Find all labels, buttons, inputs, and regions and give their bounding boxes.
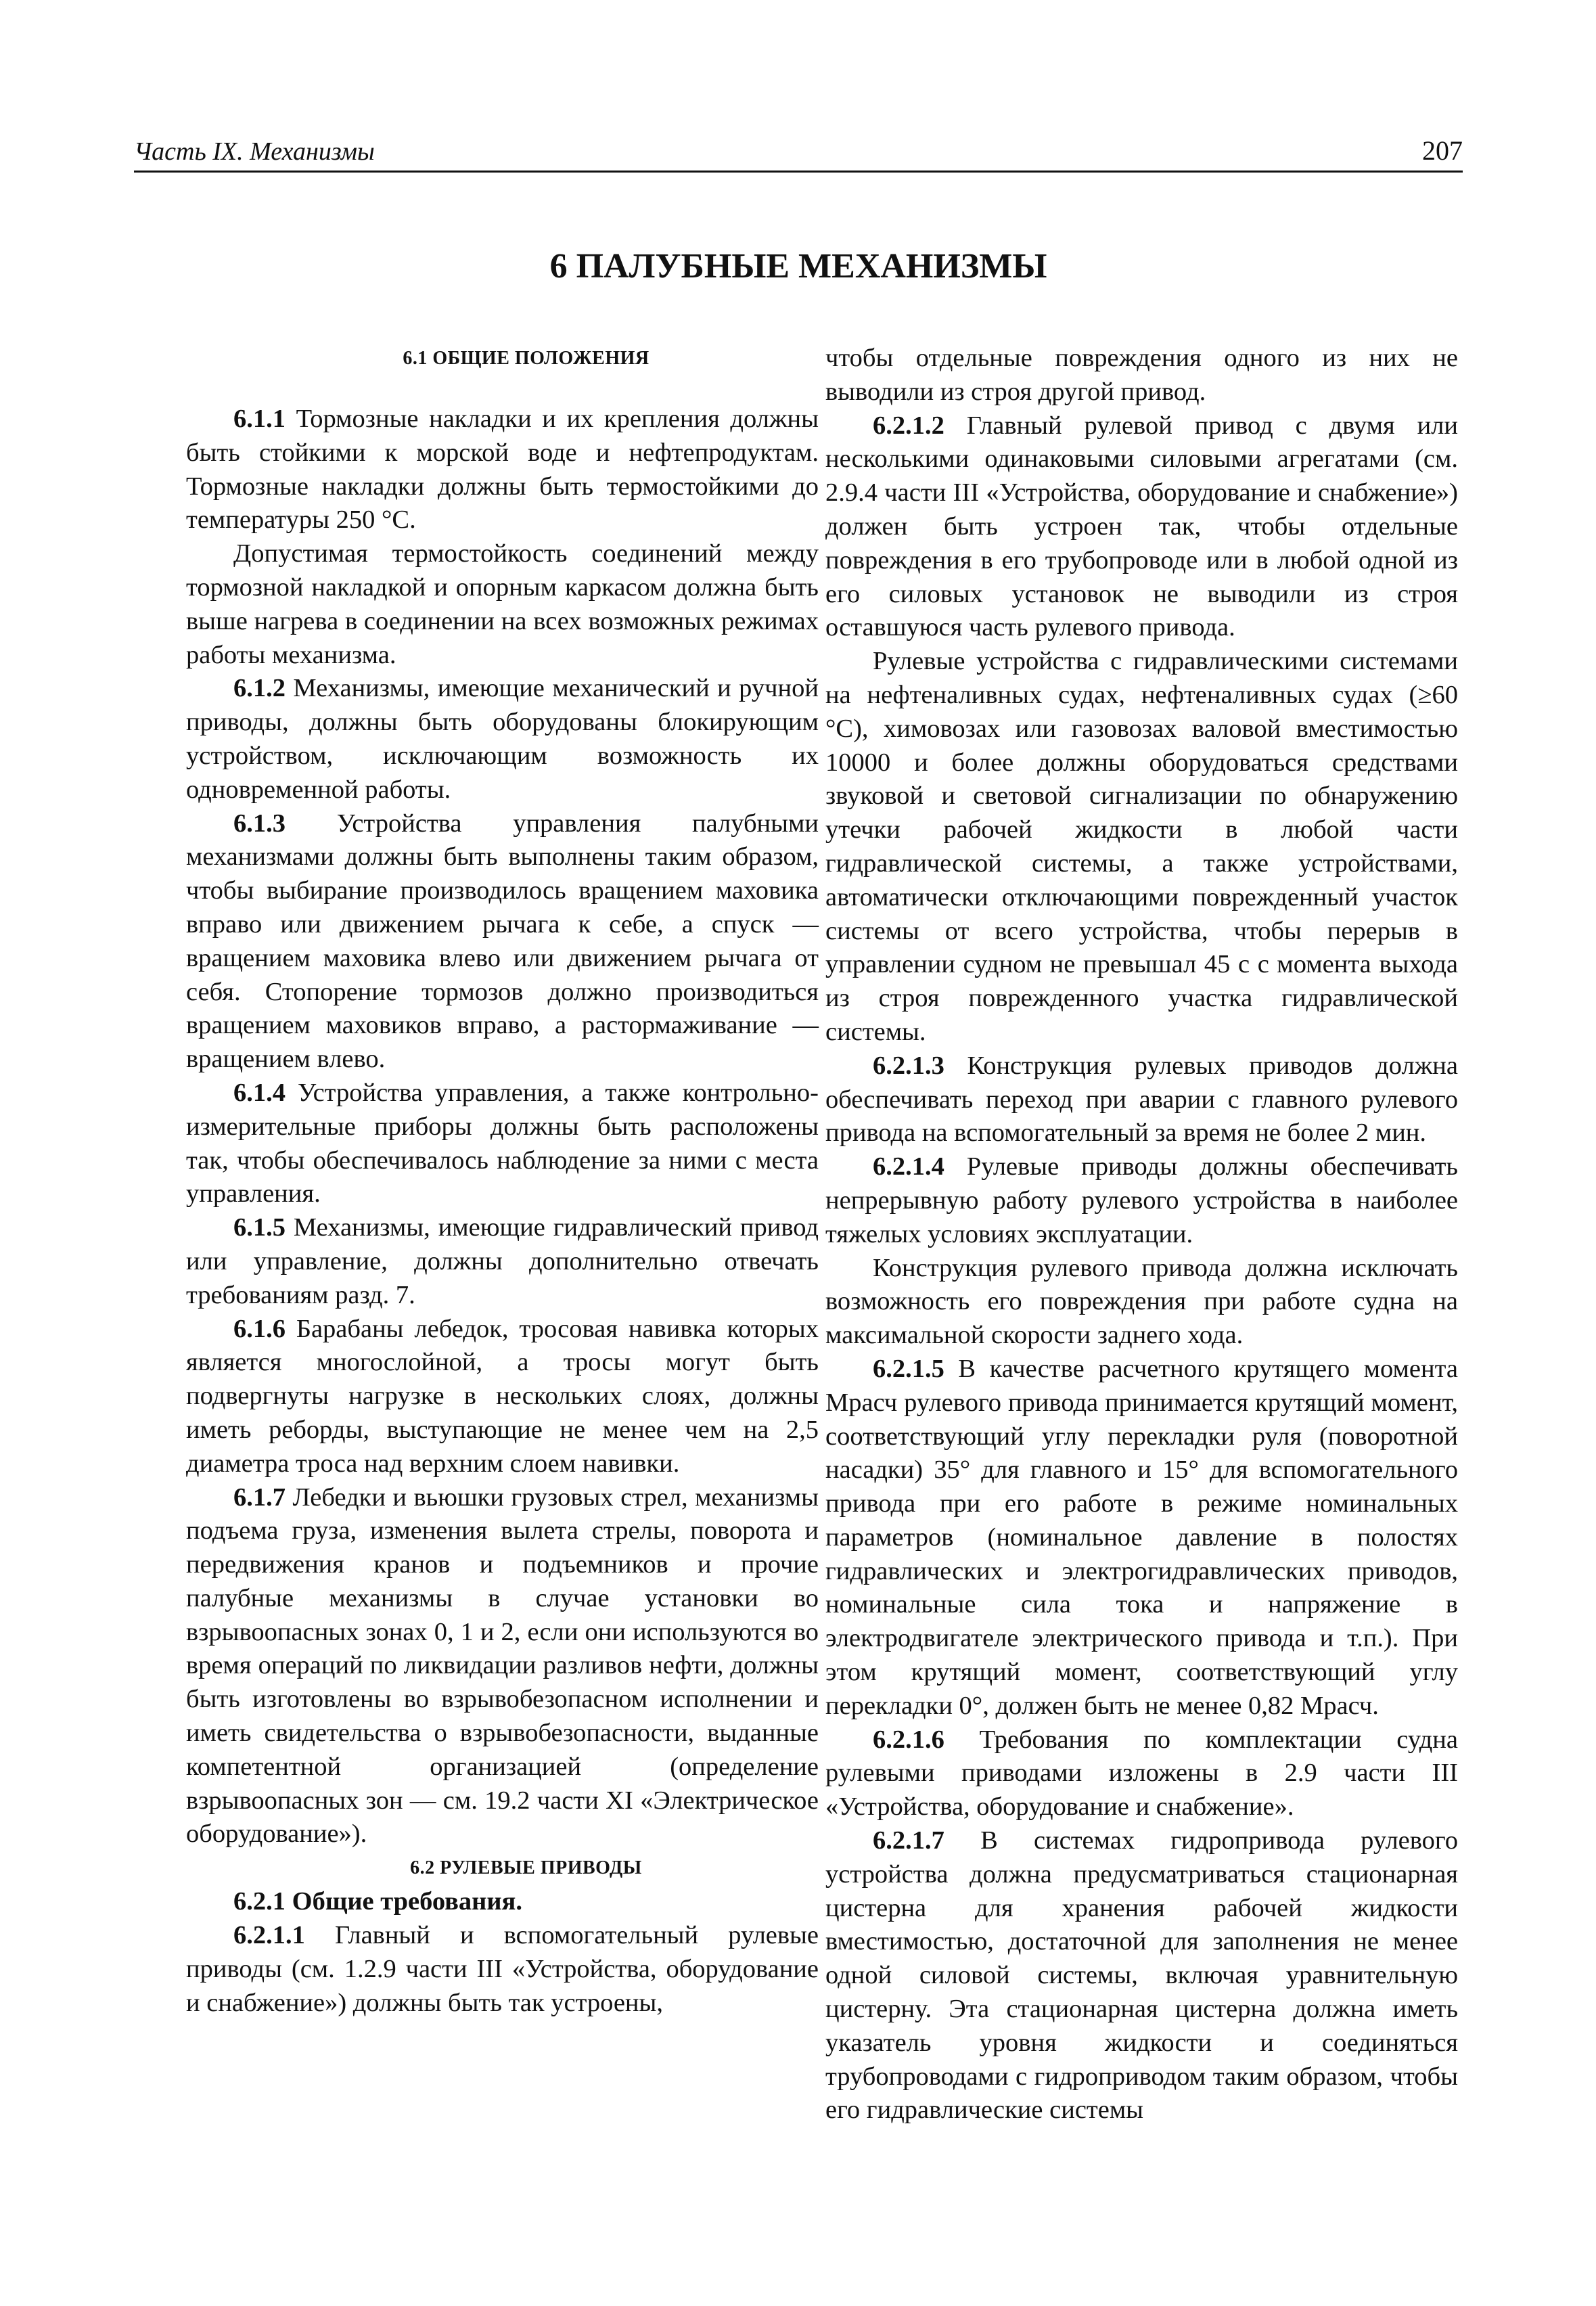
clause-text: Механизмы, имеющие механический и ручной приводы, должны быть оборудованы блокирующим устройством, исключающим возможность их одновременной работы. bbox=[186, 674, 819, 804]
paragraph-6-2-1-1-cont: чтобы отдельные повреждения одного из них не выводили из строя другой привод. bbox=[825, 344, 1458, 406]
clause-number: 6.1.6 bbox=[233, 1314, 286, 1343]
clause-text: Рулевые приводы должны обеспечивать непрерывную работу рулевого устройства в наиболее тяжелых условиях эксплуатации. bbox=[825, 1152, 1458, 1248]
paragraph-6-2-1-4-cont: Конструкция рулевого привода должна исключать возможность его повреждения при работе судна на максимальной скорости заднего хода. bbox=[825, 1253, 1458, 1350]
clause-text: Требования по комплектации судна рулевыми приводами изложены в 2.9 части III «Устройства, оборудование и снабжение». bbox=[825, 1725, 1458, 1822]
clause-number: 6.1.3 bbox=[233, 809, 286, 838]
clause-number: 6.2.1.2 bbox=[873, 411, 944, 440]
clause-text: Устройства управления палубными механизмами должны быть выполнены таким образом, чтобы выбирание производилось вращением маховика вправо или движением рычага к себе, а спуск — вращением маховика влево или движением рычага от себя. Стопорение тормозов должно производиться вращением маховиков вправо, а растормаживание — вращением влево. bbox=[186, 809, 819, 1074]
paragraph-6-2-1-2 bbox=[825, 409, 1458, 646]
paragraph-6-1-4 bbox=[186, 1077, 819, 1211]
clause-number: 6.2.1.4 bbox=[873, 1152, 944, 1181]
clause-text: Лебедки и вьюшки грузовых стрел, механизмы подъема груза, изменения вылета стрелы, поворота и передвижения кранов и подъемников и прочие палубные механизмы в случае установки во взрывоопасных зонах 0, 1 и 2, если они используются во время операций по ликвидации разливов нефти, должны быть изготовлены во взрывобезопасном исполнении и иметь свидетельства о взрывобезопасности, выданные компетентной организацией (определение взрывоопасных зон — см. 19.2 части XI «Электрическое оборудование»). bbox=[186, 1483, 819, 1849]
page-number: 207 bbox=[1422, 135, 1463, 166]
clause-text: Тормозные накладки и их крепления должны быть стойкими к морской воде и нефтепродуктам. Тормозные накладки должны быть термостойкими до температуры 250 °С. bbox=[186, 405, 819, 535]
clause-number: 6.1.4 bbox=[233, 1078, 286, 1107]
paragraph-6-1-1-cont: Допустимая термостойкость соединений между тормозной накладкой и опорным каркасом должна быть выше нагрева в соединении на всех возможных режимах работы механизма. bbox=[186, 539, 819, 669]
paragraph-6-2-1-2-cont: Рулевые устройства с гидравлическими системами на нефтеналивных судах, нефтеналивных судах (≥60 °С), химовозах или газовозах валовой вместимостью 10000 и более должны оборудоваться средствами звуковой и световой сигнализации по обнаружению утечки рабочей жидкости в любой части гидравлической системы, а также устройствами, автоматически отключающими поврежденный участок системы от всего устройства, чтобы перерыв в управлении судном не превышал 45 с с момента выхода из строя поврежденного участка гидравлической системы. bbox=[825, 647, 1458, 1046]
running-title: Часть IX. Механизмы bbox=[134, 137, 375, 166]
clause-text: В качестве расчетного крутящего момента Mрасч рулевого привода принимается крутящий момент, соответствующий углу перекладки руля (поворотной насадки) 35° для главного и 15° для вспомогательного привода при его работе в режиме номинальных параметров (номинальное давление в полостях гидравлических и электрогидравлических приводов, номинальные сила тока и напряжение в электродвигателе электрического привода и т.п.). При этом крутящий момент, соответствующий углу перекладки 0°, должен быть не менее 0,82 Mрасч. bbox=[825, 1354, 1458, 1720]
clause-number: 6.2.1.5 bbox=[873, 1354, 944, 1383]
paragraph-6-1-7 bbox=[186, 1481, 819, 1852]
clause-text: Устройства управления, а также контрольно-измерительные приборы должны быть расположены так, чтобы обеспечивалось наблюдение за ними с места управления. bbox=[186, 1078, 819, 1208]
clause-number: 6.1.2 bbox=[233, 674, 286, 703]
paragraph-6-1-6 bbox=[186, 1313, 819, 1481]
clause-text: Главный рулевой привод с двумя или несколькими одинаковыми силовыми агрегатами (см. 2.9.4 части III «Устройства, оборудование и снабжение») должен быть устроен так, чтобы отдельные повреждения в его трубопроводе или в любой одной из его силовых установок не выводили из строя оставшуюся часть рулевого привода. bbox=[825, 411, 1458, 642]
clause-number: 6.1.1 bbox=[233, 405, 286, 433]
clause-text: Конструкция рулевых приводов должна обеспечивать переход при аварии с главного рулевого привода на вспомогательный за время не более 2 мин. bbox=[825, 1051, 1458, 1148]
paragraph-6-2-1-5 bbox=[825, 1353, 1458, 1723]
paragraph-6-2-1-1 bbox=[186, 1919, 819, 2020]
clause-text: Главный и вспомогательный рулевые приводы (см. 1.2.9 части III «Устройства, оборудование и снабжение») должны быть так устроены, bbox=[186, 1921, 819, 2017]
paragraph-6-1-2 bbox=[186, 672, 819, 807]
clause-number: 6.2.1.7 bbox=[873, 1826, 944, 1855]
clause-text: Барабаны лебедок, тросовая навивка которых является многослойной, а тросы могут быть подвергнуты нагрузке в нескольких слоях, должны иметь реборды, выступающие не менее чем на 2,5 диаметра троса над верхним слоем навивки. bbox=[186, 1314, 819, 1478]
paragraph-6-1-3 bbox=[186, 807, 819, 1077]
section-title-6-2: 6.2 РУЛЕВЫЕ ПРИВОДЫ bbox=[410, 1857, 642, 1879]
section-title-6-1: 6.1 ОБЩИЕ ПОЛОЖЕНИЯ bbox=[403, 348, 649, 369]
paragraph-6-1-5 bbox=[186, 1211, 819, 1312]
clause-number: 6.2.1.6 bbox=[873, 1725, 944, 1754]
paragraph-6-2-1-7 bbox=[825, 1824, 1458, 2127]
left-column bbox=[186, 342, 819, 2020]
paragraph-6-1-1 bbox=[186, 403, 819, 537]
clause-number: 6.2.1.1 bbox=[233, 1921, 305, 1950]
clause-number: 6.1.7 bbox=[233, 1483, 286, 1512]
running-header bbox=[134, 133, 1463, 173]
paragraph-6-2-1-3 bbox=[825, 1049, 1458, 1150]
paragraph-6-2-1-6 bbox=[825, 1723, 1458, 1824]
clause-number: 6.1.5 bbox=[233, 1213, 286, 1242]
clause-text: В системах гидропривода рулевого устройства должна предусматриваться стационарная цистерна для хранения рабочей жидкости вместимостью, достаточной для заполнения не менее одной силовой системы, включая уравнительную цистерну. Эта стационарная цистерна должна иметь указатель уровня жидкости и соединяться трубопроводами с гидроприводом таким образом, чтобы его гидравлические системы bbox=[825, 1826, 1458, 2125]
paragraph-6-2-1-4 bbox=[825, 1150, 1458, 1251]
subsection-title-6-2-1: 6.2.1 Общие требования. bbox=[233, 1887, 522, 1916]
chapter-title: 6 ПАЛУБНЫЕ МЕХАНИЗМЫ bbox=[549, 247, 1047, 286]
clause-number: 6.2.1.3 bbox=[873, 1051, 944, 1080]
right-column bbox=[825, 342, 1458, 2127]
clause-text: Механизмы, имеющие гидравлический привод или управление, должны дополнительно отвечать требованиям разд. 7. bbox=[186, 1213, 819, 1309]
